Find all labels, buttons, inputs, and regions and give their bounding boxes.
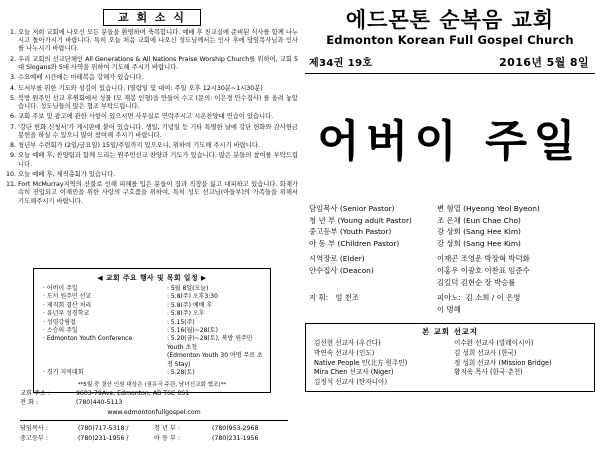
- news-number: 11.: [6, 181, 17, 189]
- news-text: 청년부 수련회가 (2일/금요일) 15일/주일까지 있으오니, 위하여 기도해 주시기 바랍니다.: [18, 142, 260, 150]
- pianist-label: 피아노:: [437, 293, 461, 303]
- list-item: [6, 56, 298, 72]
- staff-value: 이재곤 조영운 박장혁 박덕화: [437, 254, 530, 264]
- pianist-value-2: 이 명혜: [437, 304, 461, 314]
- staff-row-pianist-cont: [309, 304, 591, 316]
- schedule-value: : 5.20(금)~28(토), 북방 원주민 Youth 초청: [167, 335, 253, 351]
- missionary-row: [310, 349, 590, 359]
- schedule-label: · 유년부 성경학교: [43, 310, 90, 318]
- church-name-korean: 에드몬톤 순복음 교회: [345, 8, 555, 32]
- missionary-left: 김정석 선교사 (탄자니아): [314, 377, 388, 386]
- staff-value: 이홍우 이광호 이찬표 임준수: [437, 265, 530, 275]
- phone-value: (780)440-5113: [76, 399, 123, 406]
- missionary-right: 이수완 선교사 (말레이시아): [454, 339, 534, 348]
- schedule-label: · 어버이 주일: [43, 285, 78, 292]
- news-number: 10.: [6, 170, 17, 178]
- schedule-value: : 5.15(주): [167, 318, 195, 326]
- staff-label: 시역장로 (Elder): [309, 254, 365, 264]
- missionary-right: [450, 378, 590, 388]
- conductor-label: 지 휘:: [309, 293, 329, 303]
- staff-row-youngadult-pastor: [309, 215, 591, 227]
- conductor-cell: [309, 292, 437, 304]
- list-item: [6, 29, 298, 54]
- right-column: [305, 8, 595, 392]
- schedule-row: [39, 319, 265, 327]
- contact-label: 아 동 부 :: [154, 434, 180, 442]
- church-website[interactable]: www.edmontonfullgospel.com: [107, 409, 201, 416]
- address-value: 9603-79Ave, Edmonton, AB T6C 0S1: [76, 390, 190, 397]
- contact-youngadult: [154, 424, 288, 434]
- staff-value: 강 상희 (Sang Hee Kim): [437, 227, 521, 237]
- schedule-value: : 5월 8일(오늘): [167, 285, 209, 292]
- staff-value: 조 은채 (Eun Chae Cho): [437, 215, 521, 225]
- contact-children: [154, 434, 288, 444]
- schedule-label: · 도서 원주민 선교: [43, 293, 92, 301]
- schedule-row: [39, 302, 265, 310]
- schedule-label: · 제직회 결산 처리: [43, 301, 92, 309]
- missionary-left: Native People 인(北方 원주민): [314, 358, 408, 367]
- empty-cell: [309, 304, 437, 316]
- list-item: [6, 124, 298, 140]
- news-number: 9.: [9, 152, 16, 160]
- missionaries-box: [305, 323, 595, 392]
- staff-value: 강 상희 (Sang Hee Kim): [437, 238, 521, 248]
- contact-value: (780)953-2968: [212, 425, 259, 432]
- list-item: [6, 181, 298, 206]
- contact-label: 청 년 부 :: [154, 425, 180, 432]
- contact-value: (780)231-1956: [212, 434, 259, 442]
- missionary-left: Mira Chen 선교사 (Niger): [314, 368, 394, 377]
- schedule-label: · 경기 지역대회: [43, 369, 84, 377]
- contact-youth: [20, 434, 154, 444]
- news-number: 2.: [9, 55, 16, 63]
- list-item: [6, 74, 298, 82]
- missionary-left: 박연숙 선교사 (인도): [314, 348, 375, 357]
- schedule-value: : 5.28(토): [167, 369, 195, 377]
- news-number: 7.: [9, 123, 16, 131]
- staff-label: [309, 277, 437, 289]
- missionary-row: [310, 339, 590, 349]
- schedule-row: [39, 352, 265, 369]
- staff-row-children-pastor: [309, 238, 591, 250]
- missionary-row: [310, 359, 590, 369]
- contact-label: 중고등부 :: [20, 434, 48, 442]
- contact-label: 담임목사 :: [20, 425, 48, 432]
- church-address: [20, 389, 288, 398]
- schedule-label: · 성령강림절: [43, 318, 76, 326]
- phone-label: 전 화 :: [20, 399, 38, 406]
- contact-row: [20, 424, 288, 434]
- church-news-list: [6, 29, 298, 206]
- schedule-title: ◀ 교회 주요 행사 및 목회 일정 ▶: [97, 274, 207, 282]
- staff-row-deacons-cont: [309, 277, 591, 289]
- schedule-row: [39, 310, 265, 318]
- missionary-right: 황지욱 목사 (한국 춘천): [454, 368, 523, 377]
- news-text: 오늘 저희 교회에 나오신 모든 분들을 환영하며 축복합니다. 예배 후 친교실에 준비된 식사를 함께 나누시고 돌아가시기 바랍니다. 특히 오늘 처음 교회에 나오신 성도님께서는 인사 후에 담임목사님과 인사를 나누시기 바랍니다.: [18, 29, 298, 53]
- schedule-box: [33, 268, 271, 393]
- staff-list: [305, 203, 595, 315]
- news-text: 오늘 예배 후, 제직총회가 있습니다.: [18, 170, 116, 178]
- schedule-row: [39, 293, 265, 301]
- missionaries-title: 본 교회 선교지: [422, 327, 478, 337]
- address-label: 교회 주소 :: [20, 390, 50, 397]
- contact-value: (780)231-1956 /: [78, 434, 129, 442]
- list-item: [6, 113, 298, 121]
- missionary-row: [310, 378, 590, 388]
- news-header: [6, 6, 298, 26]
- staff-label: 청 년 부 (Young adult Pastor): [309, 215, 412, 225]
- staff-label: 안수집사 (Deacon): [309, 265, 374, 275]
- missionary-right: 정 성희 선교사 (Mission Bridge): [454, 358, 552, 367]
- list-item: [6, 142, 298, 150]
- pianist-cell: [437, 292, 591, 304]
- staff-label: 담임목사 (Senior Pastor): [309, 204, 395, 213]
- schedule-value: : 5.16(월)~28(토): [167, 327, 218, 335]
- staff-row-elders: [309, 253, 591, 265]
- church-phone: [20, 398, 288, 407]
- news-text: '강단 헌화 신청서'가 게시판에 붙어 있습니다. 생일, 기념일 등 기타 특별한 날에 강단 헌화와 감사헌금 봉헌을 하실 수 있으니 많이 참여해 주시기 바랍니다.: [18, 123, 298, 139]
- news-number: 6.: [9, 113, 16, 121]
- schedule-row: [39, 335, 265, 352]
- bulletin-banner-title: 어버이 주일: [317, 117, 583, 167]
- staff-label: 중고등부 (Youth Pastor): [309, 227, 392, 237]
- address-block: [20, 389, 288, 443]
- staff-label: 아 동 부 (Children Pastor): [309, 238, 400, 248]
- list-item: [6, 95, 298, 111]
- list-item: [6, 152, 298, 168]
- church-name-english: Edmonton Korean Full Gospel Church: [326, 33, 574, 47]
- list-item: [6, 85, 298, 93]
- news-number: 1.: [9, 29, 16, 36]
- left-column: [6, 6, 298, 457]
- schedule-note: **5월 중 결산 인원 대상은 (권유국 주관, 남녀선교회 협조)**: [77, 382, 227, 389]
- news-text: 우리 교회의 선교단체인 All Generations & All Nations Praise Worship Church를 위하여, 교회 5대 Slogans와 5대 사역을 위하여 기도해 주시기 바랍니다.: [18, 55, 298, 71]
- schedule-value: (Edmonton Youth 30 여명 무료 초청 Stay): [167, 352, 263, 368]
- list-item: [6, 171, 298, 179]
- conductor-value: 엄 천조: [335, 293, 359, 303]
- issue-date: 2016년 5월 8일: [499, 56, 589, 69]
- schedule-value: : 5.8(주) 오후: [167, 310, 205, 318]
- contact-pastor: [20, 424, 154, 434]
- staff-value: 변 형열 (Hyeong Yeol Byeon): [437, 204, 540, 213]
- pianist-value: 김 소희 / 이 은영: [465, 293, 521, 303]
- missionary-left: 김선현 선교사 (우간다): [314, 339, 381, 348]
- missionary-right: 김 성희 선교사 (한국): [454, 348, 517, 357]
- staff-row-deacons: [309, 265, 591, 277]
- news-text: Fort McMurray지역의 산불로 인해 피해를 입은 분들이 집과 직장을 잃고 대피하고 있습니다. 화재가 속히 진압되고 이재민을 위한 사랑의 구호품을 위하여, 특히 성도 선교님(아들부)의 가족들을 위해서 기도해주시기 바랍니다.: [18, 181, 298, 205]
- news-number: 4.: [9, 84, 16, 92]
- volume-number: 제34권 19호: [309, 58, 373, 69]
- missionary-row: [310, 368, 590, 378]
- contact-value: (780)717-5318 /: [78, 425, 129, 432]
- staff-row-senior-pastor: [309, 203, 591, 215]
- news-text: 도서부를 위한 기도와 섬김이 있습니다. (열람일 및 대여: 주일 오후 12시30분~1시30분): [18, 84, 263, 92]
- news-number: 3.: [9, 74, 16, 82]
- schedule-value: : 5.8(주) 오후3:30: [167, 293, 218, 301]
- schedule-label: [39, 352, 167, 369]
- volume-date-row: [305, 54, 595, 74]
- contact-row: [20, 434, 288, 444]
- news-number: 8.: [9, 142, 16, 150]
- divider: [20, 420, 288, 421]
- staff-value: 김길덕 김현순 장 박승률: [437, 277, 516, 287]
- news-text: 교회 주보 및 광고에 관한 사항이 있으시면 사무실로 연락주시고 시온찬양대 연습이 있습니다.: [18, 113, 274, 121]
- schedule-value: : 5.8(주) 예배 후: [167, 301, 213, 309]
- schedule-row: [39, 369, 265, 377]
- staff-row-youth-pastor: [309, 226, 591, 238]
- schedule-label: · Edmonton Youth Conference: [43, 335, 133, 343]
- news-title: 교 회 소 식: [103, 9, 201, 26]
- news-text: 오늘 예배 후, 찬양팀과 함께 드리는 원주민선교 찬양과 기도가 있습니다. 많은 분들의 참여를 부탁드립니다.: [18, 152, 298, 168]
- staff-row-conductor-pianist: [309, 292, 591, 304]
- news-text: 북방 원주민 선교 후원회에서 성물 (모 재봉 인형)을 만들어 수고 (문의: 이은경 안수집사) 를 올려 놓았습니다. 성도님들의 많은 협조 부탁드립니다.: [18, 94, 298, 110]
- schedule-label: · 스승의 주일: [43, 327, 78, 335]
- news-number: 5.: [9, 94, 16, 102]
- news-text: 수요예배 시간에는 마태복음 강해가 있습니다.: [18, 74, 144, 82]
